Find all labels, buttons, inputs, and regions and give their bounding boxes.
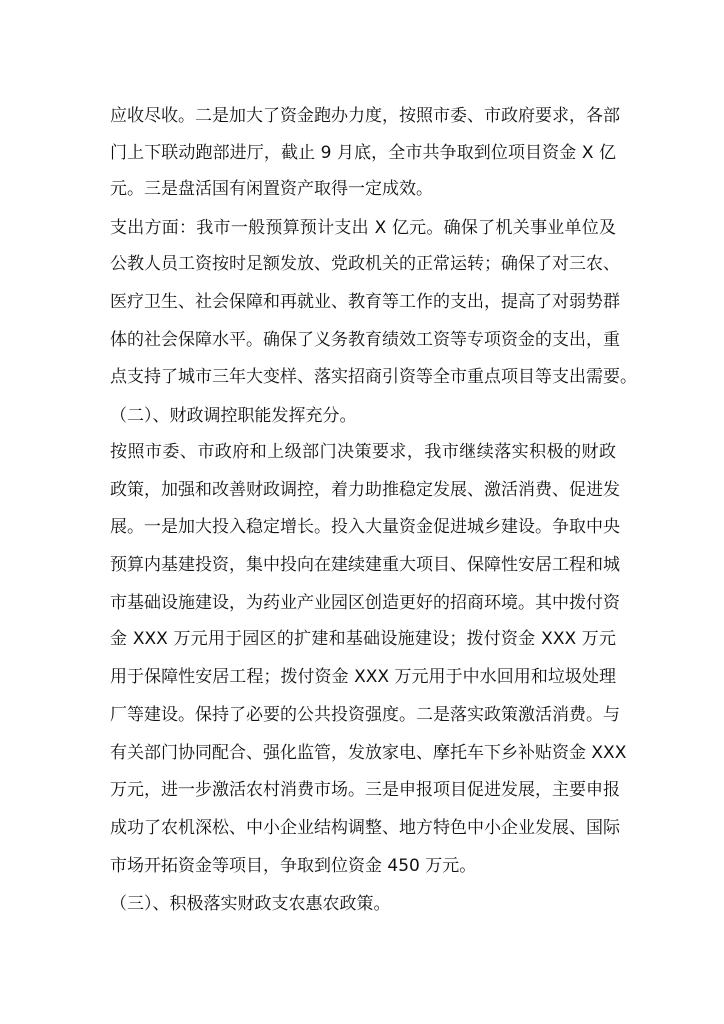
section-heading: （三）、积极落实财政支农惠农政策。 [110, 894, 391, 914]
text-line: 万元，进一步激活农村消费市场。三是申报项目促进发展，主要申报 [110, 780, 620, 800]
text-line: 金 XXX 万元用于园区的扩建和基础设施建设；拨付资金 XXX 万元 [110, 629, 616, 649]
text-line: 按照市委、市政府和上级部门决策要求，我市继续落实积极的财政 [110, 442, 616, 462]
text-line: 用于保障性安居工程；拨付资金 XXX 万元用于中水回用和垃圾处理 [110, 667, 616, 687]
text-line: 公教人员工资按时足额发放、党政机关的正常运转；确保了对三农、 [110, 254, 620, 274]
text-line: 门上下联动跑部进厅，截止 9 月底，全市共争取到位项目资金 X 亿 [110, 143, 616, 163]
text-line: 厂等建设。保持了必要的公共投资强度。二是落实政策激活消费。与 [110, 705, 620, 725]
section-heading: （二）、财政调控职能发挥充分。 [110, 406, 357, 426]
text-line: 医疗卫生、社会保障和再就业、教育等工作的支出，提高了对弱势群 [110, 292, 620, 312]
text-line: 展。一是加大投入稳定增长。投入大量资金促进城乡建设。争取中央 [110, 517, 620, 537]
text-line: 市基础设施建设，为药业产业园区创造更好的招商环境。其中拨付资 [110, 593, 620, 613]
text-line: 元。三是盘活国有闲置资产取得一定成效。 [110, 179, 433, 199]
text-line: 市场开拓资金等项目，争取到位资金 450 万元。 [110, 856, 477, 876]
text-line: 成功了农机深松、中小企业结构调整、地方特色中小企业发展、国际 [110, 818, 620, 838]
text-line: 应收尽收。二是加大了资金跑办力度，按照市委、市政府要求，各部 [110, 106, 620, 126]
text-line: 政策，加强和改善财政调控，着力助推稳定发展、激活消费、促进发 [110, 480, 620, 500]
text-line: 体的社会保障水平。确保了义务教育绩效工资等专项资金的支出，重 [110, 330, 620, 350]
text-line: 有关部门协同配合、强化监管，发放家电、摩托车下乡补贴资金 XXX [110, 743, 627, 763]
text-line: 预算内基建投资，集中投向在建续建重大项目、保障性安居工程和城 [110, 555, 620, 575]
text-line: 点支持了城市三年大变样、落实招商引资等全市重点项目等支出需要。 [110, 367, 637, 387]
text-line: 支出方面：我市一般预算预计支出 X 亿元。确保了机关事业单位及 [110, 218, 616, 238]
